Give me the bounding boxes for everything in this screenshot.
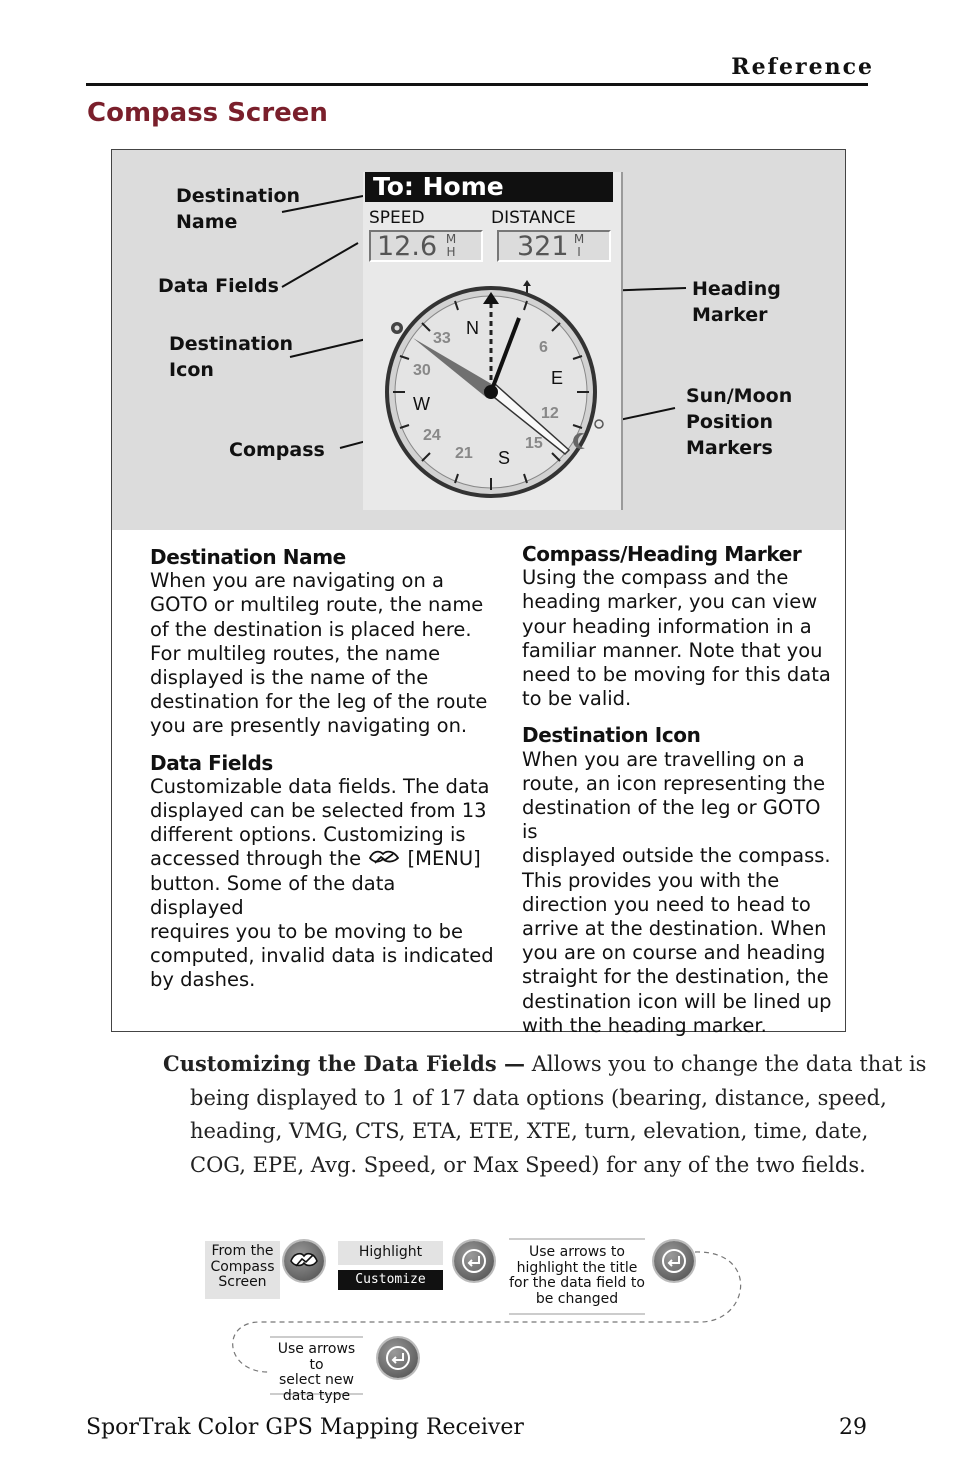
text-line: to be valid. [522, 687, 632, 711]
flow-step-arrows-highlight: Use arrows to highlight the title for the data field to be changed [509, 1244, 645, 1307]
dial-tick-30: 30 [413, 362, 431, 379]
dial-tick-24: 24 [423, 427, 441, 444]
text-line: you are on course and heading [522, 941, 826, 965]
section-title: Compass Screen [87, 98, 328, 128]
footer-title: SporTrak Color GPS Mapping Receiver [86, 1415, 524, 1440]
dial-tick-15: 15 [525, 435, 543, 452]
menu-key-button[interactable] [284, 1241, 324, 1281]
callout-destination-icon: Destination Icon [169, 333, 294, 381]
text-line: destination icon will be lined up [522, 989, 832, 1013]
enter-key-button-2[interactable] [654, 1241, 694, 1281]
distance-unit: M I [573, 232, 585, 259]
speed-unit: M H [445, 232, 457, 259]
text-line: computed, invalid data is indicated [150, 944, 494, 968]
text-line: you are presently navigating on. [150, 714, 468, 738]
text-line: arrive at the destination. When [522, 917, 827, 941]
screen-destination-title: To: Home [365, 172, 613, 202]
callout-data-fields: Data Fields [158, 275, 279, 297]
dial-tick-6: 6 [539, 339, 548, 356]
text-line: displayed outside the compass. [522, 844, 831, 868]
speed-value: 12.6 [377, 231, 438, 262]
dial-tick-12: 12 [541, 405, 559, 422]
flow-step-select-type: Use arrows to select new data type [277, 1341, 356, 1404]
text-line: accessed through the [MENU] [150, 847, 481, 871]
distance-value: 321 [517, 231, 569, 262]
text-line: straight for the destination, the [522, 965, 829, 989]
text-line: being displayed to 1 of 17 data options (bearing, distance, speed, [190, 1085, 887, 1110]
dial-south: S [498, 448, 511, 468]
running-header: Reference [731, 54, 874, 80]
enter-key-button-1[interactable] [454, 1241, 494, 1281]
enter-icon [654, 1241, 694, 1281]
text-line: your heading information in a [522, 614, 812, 638]
enter-icon [454, 1241, 494, 1281]
text-line: Customizable data fields. The data [150, 774, 490, 798]
text-line: different options. Customizing is [150, 823, 466, 847]
text-line: GOTO or multileg route, the name [150, 593, 484, 617]
callout-sun-moon: Sun/Moon Position Markers [686, 385, 793, 459]
menu-key-icon [284, 1241, 324, 1281]
dial-tick-33: 33 [433, 330, 451, 347]
text-line: When you are navigating on a [150, 569, 444, 593]
dial-north: N [466, 318, 479, 338]
distance-label: DISTANCE [491, 208, 576, 228]
data-fields-heading: Data Fields [150, 750, 273, 775]
destination-icon-heading: Destination Icon [522, 723, 701, 748]
customizing-lead: Customizing the Data Fields — [163, 1051, 525, 1076]
page-number: 29 [839, 1415, 867, 1440]
callout-compass: Compass [229, 439, 325, 461]
dial-tick-21: 21 [455, 445, 473, 462]
compass-heading-heading: Compass/Heading Marker [522, 542, 802, 566]
text-line: This provides you with the [522, 868, 780, 892]
text-line: destination for the leg of the route [150, 690, 488, 714]
flow-step-highlight: Highlight [338, 1241, 443, 1265]
text-line: heading, VMG, CTS, ETA, ETE, XTE, turn, elevation, time, date, [190, 1119, 869, 1143]
callout-heading-marker: Heading Marker [692, 278, 781, 326]
text-line: When you are travelling on a [522, 747, 805, 771]
text-line: COG, EPE, Avg. Speed, or Max Speed) for any of the two fields. [190, 1152, 866, 1177]
enter-icon [378, 1338, 418, 1378]
text-line: familiar manner. Note that you [522, 638, 823, 662]
flow-step-from-compass: From the Compass Screen [205, 1241, 280, 1299]
text-line: Customizing the Data Fields — Allows you to change the data that is [163, 1051, 927, 1076]
callout-destination-name: Destination Name [176, 185, 301, 233]
text-line: direction you need to head to [522, 892, 811, 916]
text-line: of the destination is placed here. [150, 617, 472, 641]
text-line: destination of the leg or GOTO is [522, 796, 821, 844]
destination-name-heading: Destination Name [150, 545, 346, 569]
text-line: by dashes. [150, 968, 256, 992]
text-line: displayed is the name of the [150, 666, 429, 690]
text-line: For multileg routes, the name [150, 641, 441, 665]
text-line: button. Some of the data displayed [150, 871, 396, 919]
dial-west: W [413, 394, 430, 414]
text-line: requires you to be moving to be [150, 920, 464, 944]
flow-step-customize: Customize [338, 1270, 443, 1290]
enter-key-button-3[interactable] [378, 1338, 418, 1378]
dial-east: E [551, 368, 564, 388]
text-line: heading marker, you can view [522, 590, 818, 614]
text-line: need to be moving for this data [522, 663, 831, 687]
text-line: with the heading marker. [522, 1013, 767, 1037]
text-line: Using the compass and the [522, 566, 789, 590]
speed-label: SPEED [369, 208, 425, 228]
text-line: route, an icon representing the [522, 771, 826, 795]
text-line: displayed can be selected from 13 [150, 799, 487, 823]
